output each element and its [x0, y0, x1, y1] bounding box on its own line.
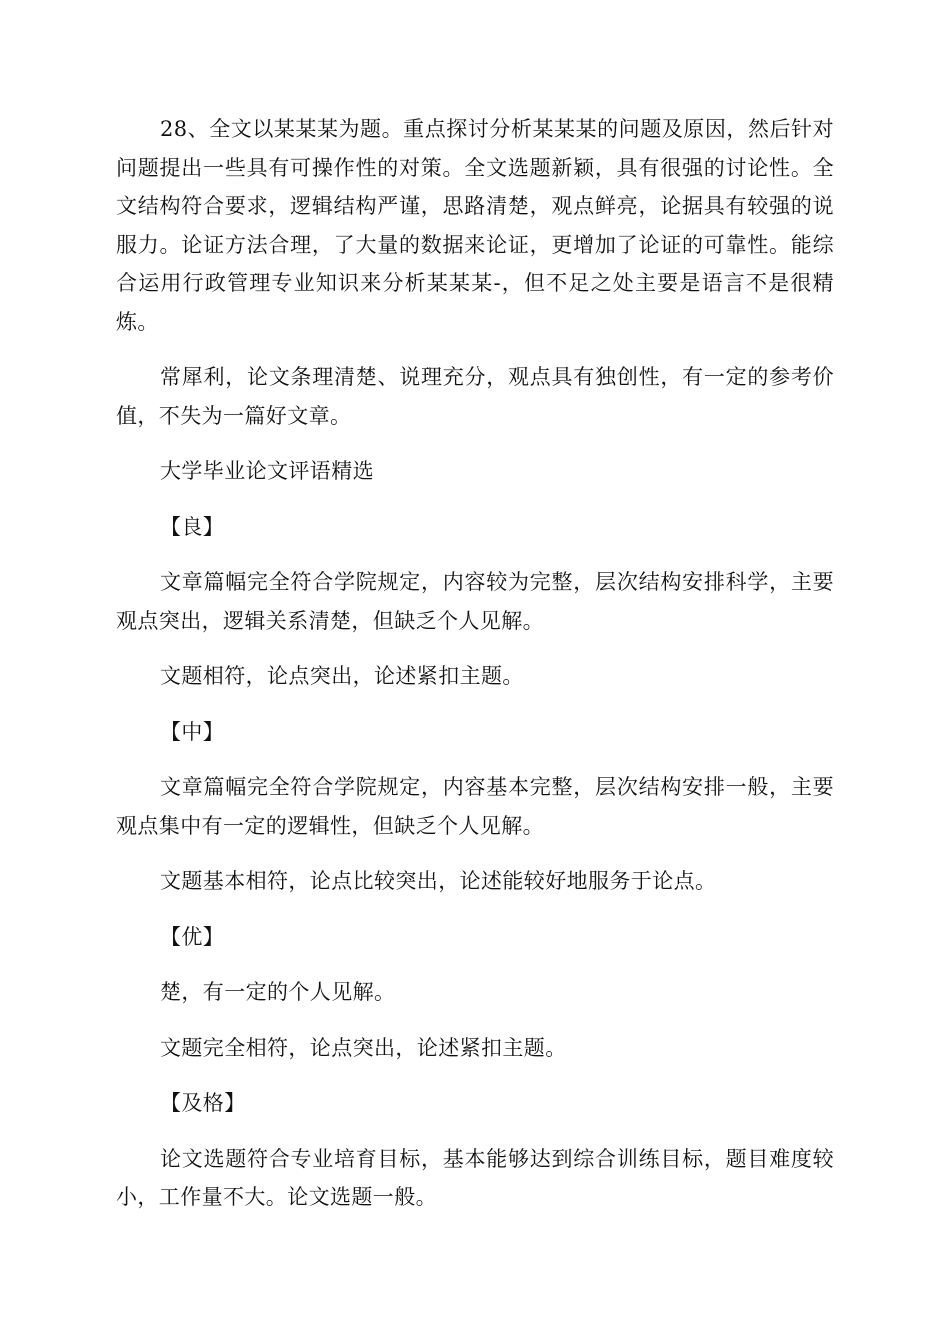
grade-heading-pass: 【及格】	[160, 1091, 246, 1115]
paragraph-comment-sharp: 常犀利，论文条理清楚、说理充分，观点具有独创性，有一定的参考价值，不失为一篇好文章。	[116, 365, 834, 428]
paragraph-medium-2: 文题基本相符，论点比较突出，论述能较好地服务于论点。	[160, 869, 717, 893]
grade-heading-good: 【良】	[160, 514, 225, 539]
paragraph-good-2: 文题相符，论点突出，论述紧扣主题。	[160, 664, 524, 688]
paragraph-excellent-1: 楚，有一定的个人见解。	[160, 980, 396, 1004]
paragraph-medium-1: 文章篇幅完全符合学院规定，内容基本完整，层次结构安排一般，主要观点集中有一定的逻辑性，但缺乏个人见解。	[116, 775, 834, 838]
paragraph-excellent-2: 文题完全相符，论点突出，论述紧扣主题。	[160, 1035, 567, 1060]
grade-heading-excellent: 【优】	[160, 924, 225, 949]
section-title: 大学毕业论文评语精选	[160, 459, 374, 483]
paragraph-good-1: 文章篇幅完全符合学院规定，内容较为完整，层次结构安排科学，主要观点突出，逻辑关系清楚，但缺乏个人见解。	[116, 570, 834, 633]
paragraph-pass-1: 论文选题符合专业培育目标，基本能够达到综合训练目标，题目难度较小，工作量不大。论文选题一般。	[116, 1146, 834, 1209]
document-page	[116, 110, 834, 1234]
paragraph-comment-28: 28、全文以某某某为题。重点探讨分析某某某的问题及原因，然后针对问题提出一些具有可操作性的对策。全文选题新颖，具有很强的讨论性。全文结构符合要求，逻辑结构严谨，思路清楚，观点鲜亮，论据具有较强的说服力。论证方法合理，了大量的数据来论证，更增加了论证的可靠性。能综合运用行政管理专业知识来分析某某某-，但不足之处主要是语言不是很精炼。	[116, 117, 834, 334]
grade-heading-medium: 【中】	[160, 719, 225, 744]
